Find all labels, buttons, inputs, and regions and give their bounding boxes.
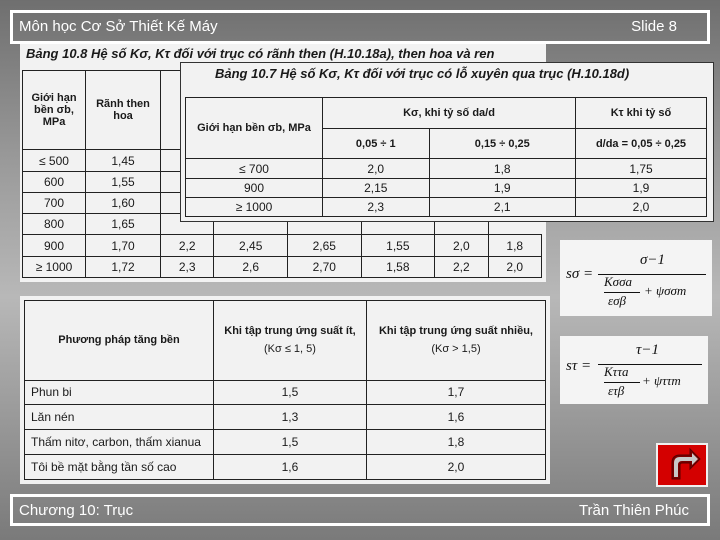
header-low-line2: (Kσ ≤ 1, 5) [263, 343, 316, 356]
s-tau-den-b: ετβ [608, 383, 625, 398]
table-row [23, 256, 542, 277]
table-row [25, 430, 546, 455]
header-method: Phương pháp tăng bền [25, 301, 214, 381]
table-cell: 2,0 [366, 455, 545, 480]
table-cell: 2,15 [323, 178, 430, 197]
table-cell: 900 [23, 235, 86, 256]
s-tau-den-a: Kττa [604, 364, 629, 379]
table-10-7-caption: Bảng 10.7 Hệ số Kσ, Kτ đối với trục có lỗ xuyên qua trục (H.10.18d) [215, 66, 630, 81]
table-cell: 1,5 [214, 430, 367, 455]
table-cell: 1,75 [576, 159, 707, 178]
table-cell: 1,6 [214, 455, 367, 480]
table-row [23, 235, 542, 256]
table-cell: 2,65 [287, 235, 361, 256]
table-cell: ≤ 500 [23, 150, 86, 171]
hardening-method-table [20, 296, 550, 484]
table-cell: 2,45 [214, 235, 288, 256]
table-cell: Phun bi [25, 380, 214, 405]
table-10-8-caption: Bảng 10.8 Hệ số Kσ, Kτ đối với trục có rãnh then (H.10.18a), then hoa và ren [26, 46, 495, 61]
table-cell: 1,72 [86, 256, 161, 277]
table-cell: 900 [186, 178, 323, 197]
table-cell: 700 [23, 192, 86, 213]
table-cell: 1,65 [86, 214, 161, 235]
table-row [25, 405, 546, 430]
return-arrow-icon [658, 445, 706, 485]
table-cell: 1,8 [429, 159, 576, 178]
table-10-7 [180, 62, 714, 222]
table-cell: 2,0 [576, 197, 707, 216]
s-tau-numerator: τ−1 [636, 342, 659, 358]
table-cell: Thấm nitơ, carbon, thấm xianua [25, 430, 214, 455]
table-cell: 1,9 [576, 178, 707, 197]
table-row [25, 455, 546, 480]
s-tau-label: sτ = [566, 358, 592, 374]
formula-s-tau [560, 336, 708, 404]
s-sigma-label: sσ = [566, 266, 594, 282]
header-limit: Giới hạn bền σb, MPa [186, 98, 323, 159]
table-cell: 1,6 [366, 405, 545, 430]
table-cell: 1,8 [488, 235, 541, 256]
table-cell: ≤ 700 [186, 159, 323, 178]
header-low-concentration [214, 301, 367, 381]
table-cell: 1,5 [214, 380, 367, 405]
return-button[interactable] [656, 443, 708, 487]
header-ktau: Kτ khi tỷ số [576, 98, 707, 129]
table-cell: Lăn nén [25, 405, 214, 430]
table-cell: 1,55 [86, 171, 161, 192]
s-tau-den-c: + ψττm [642, 373, 681, 388]
s-sigma-den-c: + ψσσm [644, 283, 687, 298]
table-cell: 2,0 [435, 235, 488, 256]
table-cell: 1,45 [86, 150, 161, 171]
table-cell: 1,60 [86, 192, 161, 213]
course-title: Môn học Cơ Sở Thiết Kế Máy [19, 18, 218, 35]
s-sigma-numerator: σ−1 [640, 252, 666, 268]
table-row [25, 380, 546, 405]
table-cell: 1,7 [366, 380, 545, 405]
table-cell: Tôi bề mặt bằng tần số cao [25, 455, 214, 480]
table-cell: 1,55 [361, 235, 435, 256]
table-cell: 1,9 [429, 178, 576, 197]
table-cell: 1,8 [366, 430, 545, 455]
table-cell: ≥ 1000 [186, 197, 323, 216]
table-cell: 2,2 [161, 235, 214, 256]
header-high-line2: (Kσ > 1,5) [431, 343, 481, 356]
table-row [186, 159, 707, 178]
header-ktau-ratio: d/da = 0,05 ÷ 0,25 [576, 128, 707, 159]
table-row [186, 197, 707, 216]
chapter-label: Chương 10: Trục [19, 502, 134, 519]
header-limit: Giới hạn bền σb, MPa [23, 71, 86, 150]
header-spline: Rãnh then hoa [86, 71, 161, 150]
table-row [186, 178, 707, 197]
header-high-concentration [366, 301, 545, 381]
table-cell: 2,0 [488, 256, 541, 277]
table-cell: 2,0 [323, 159, 430, 178]
slide-number: Slide 8 [631, 18, 677, 35]
table-cell: 2,6 [214, 256, 288, 277]
table-cell: 1,58 [361, 256, 435, 277]
s-sigma-den-a: Kσσa [604, 274, 632, 289]
table-cell: 600 [23, 171, 86, 192]
table-cell: 2,2 [435, 256, 488, 277]
table-cell: 1,70 [86, 235, 161, 256]
formula-s-sigma [560, 240, 712, 316]
header-low-line1: Khi tập trung ứng suất ít, [224, 325, 356, 338]
header-high-line1: Khi tập trung ứng suất nhiều, [378, 325, 533, 338]
slide-footer [10, 494, 710, 526]
table-10-7-grid [185, 97, 707, 217]
hardening-method-grid [24, 300, 546, 480]
table-cell: 1,3 [214, 405, 367, 430]
header-ratio-2: 0,15 ÷ 0,25 [429, 128, 576, 159]
header-ratio-1: 0,05 ÷ 1 [323, 128, 430, 159]
table-cell: 2,1 [429, 197, 576, 216]
slide-header [10, 10, 710, 44]
table-cell: 800 [23, 214, 86, 235]
header-ksigma: Kσ, khi tỷ số da/d [323, 98, 576, 129]
s-sigma-den-b: εσβ [608, 293, 627, 308]
table-cell: 2,70 [287, 256, 361, 277]
table-cell: 2,3 [161, 256, 214, 277]
table-cell: ≥ 1000 [23, 256, 86, 277]
table-cell: 2,3 [323, 197, 430, 216]
author-label: Trần Thiên Phúc [578, 502, 689, 519]
